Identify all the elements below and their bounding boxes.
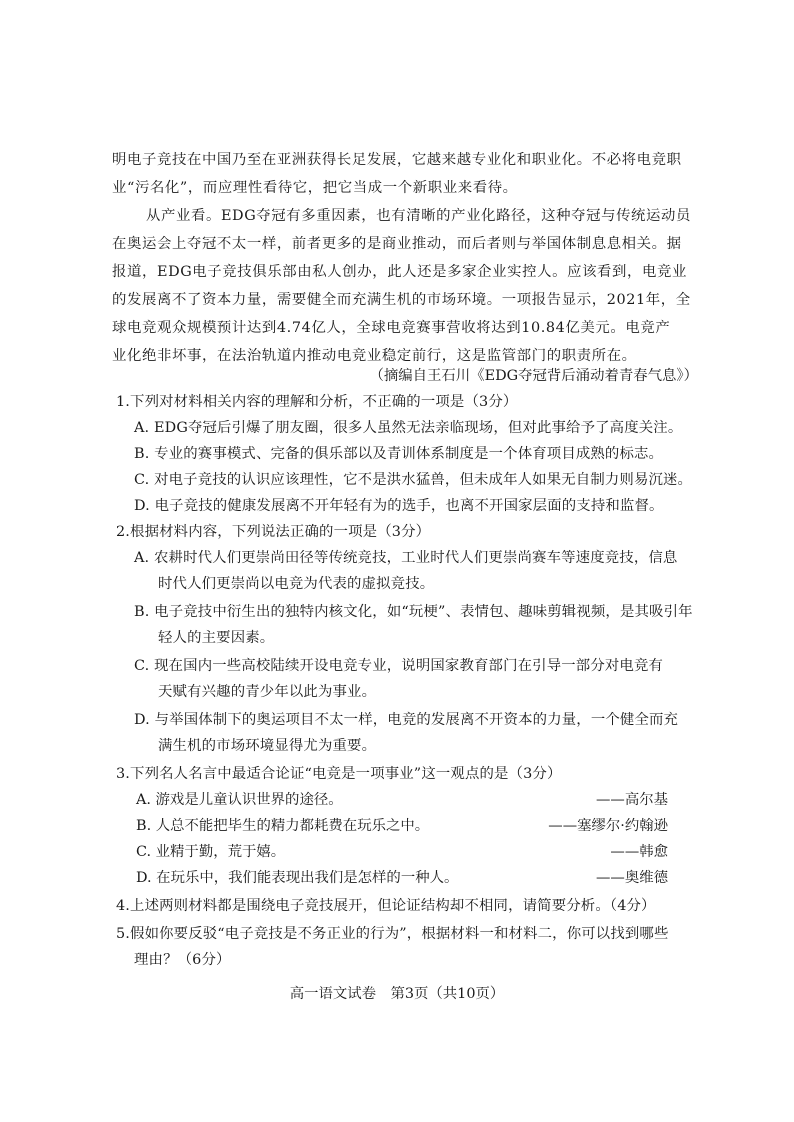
passage-line: 报道，EDG电子竞技俱乐部由私人创办，此人还是多家企业实控人。应该看到，电竞业: [112, 264, 688, 280]
passage-source: （摘编自王石川《EDG夺冠背后涌动着青春气息》）: [369, 368, 698, 384]
quote-text: A. 游戏是儿童认识世界的途径。: [136, 792, 343, 808]
question-stem: 3.下列名人名言中最适合论证“电竞是一项事业”这一观点的是（3分）: [116, 766, 562, 782]
question-stem: 2.根据材料内容，下列说法正确的一项是（3分）: [116, 524, 431, 540]
option-b: B. 电子竞技中衍生出的独特内核文化，如“玩梗”、表情包、趣味剪辑视频，是其吸引年: [134, 604, 693, 620]
passage-line: 在奥运会上夺冠不太一样，前者更多的是商业推动，而后者则与举国体制息息相关。据: [112, 236, 682, 252]
option-d-continued: 满生机的市场环境显得尤为重要。: [158, 738, 377, 754]
quote-author: ——高尔基: [596, 792, 668, 808]
quote-text: D. 在玩乐中，我们能表现出我们是怎样的一种人。: [136, 870, 459, 886]
passage-line: 业化绝非坏事，在法治轨道内推动电竞业稳定前行，这是监管部门的职责所在。: [112, 348, 637, 364]
quote-text: C. 业精于勤，荒于嬉。: [136, 844, 286, 860]
quote-author: ——奥维德: [596, 870, 668, 886]
page-footer: 高一语文试卷 第3页（共10页）: [289, 986, 505, 1002]
option-b: B. 专业的赛事模式、完备的俱乐部以及青训体系制度是一个体育项目成熟的标志。: [134, 446, 664, 462]
question-stem-continued: 理由？（6分）: [134, 952, 231, 968]
passage-line: 业“污名化”，而应理性看待它，把它当成一个新职业来看待。: [112, 180, 518, 196]
quote-author: ——塞缪尔·约翰逊: [548, 818, 668, 834]
option-c: C. 现在国内一些高校陆续开设电竞专业，说明国家教育部门在引导一部分对电竞有: [134, 658, 664, 674]
passage-line: 从产业看。EDG夺冠有多重因素，也有清晰的产业化路径，这种夺冠与传统运动员: [146, 208, 692, 224]
question-stem: 5.假如你要反驳“电子竞技是不务正业的行为”，根据材料一和材料二，你可以找到哪些: [116, 926, 669, 942]
passage-line: 的发展离不了资本力量，需要健全而充满生机的市场环境。一项报告显示，2021年，全: [112, 292, 691, 308]
quote-text: B. 人总不能把毕生的精力都耗费在玩乐之中。: [136, 818, 430, 834]
option-c-continued: 天赋有兴趣的青少年以此为事业。: [158, 684, 377, 700]
option-a-continued: 时代人们更崇尚以电竞为代表的虚拟竞技。: [158, 576, 435, 592]
option-d: D. 与举国体制下的奥运项目不太一样，电竞的发展离不开资本的力量，一个健全而充: [134, 712, 679, 728]
option-b-continued: 轻人的主要因素。: [158, 630, 275, 646]
quote-author: ——韩愈: [610, 844, 668, 860]
option-d: D. 电子竞技的健康发展离不开年轻有为的选手，也离不开国家层面的支持和监督。: [134, 498, 664, 514]
question-stem: 4.上述两则材料都是围绕电子竞技展开，但论证结构却不相同，请简要分析。（4分）: [116, 898, 656, 914]
passage-line: 球电竞观众规模预计达到4.74亿人，全球电竞赛事营收将达到10.84亿美元。电竞产: [112, 320, 671, 336]
option-a: A. EDG夺冠后引爆了朋友圈，很多人虽然无法亲临现场，但对此事给予了高度关注。: [134, 420, 683, 436]
option-c: C. 对电子竞技的认识应该理性，它不是洪水猛兽，但未成年人如果无自制力则易沉迷。: [134, 472, 693, 488]
passage-line: 明电子竞技在中国乃至在亚洲获得长足发展，它越来越专业化和职业化。不必将电竞职: [112, 152, 682, 168]
option-a: A. 农耕时代人们更崇尚田径等传统竞技，工业时代人们更崇尚赛车等速度竞技，信息: [134, 550, 678, 566]
question-stem: 1.下列对材料相关内容的理解和分析，不正确的一项是（3分）: [116, 394, 518, 410]
